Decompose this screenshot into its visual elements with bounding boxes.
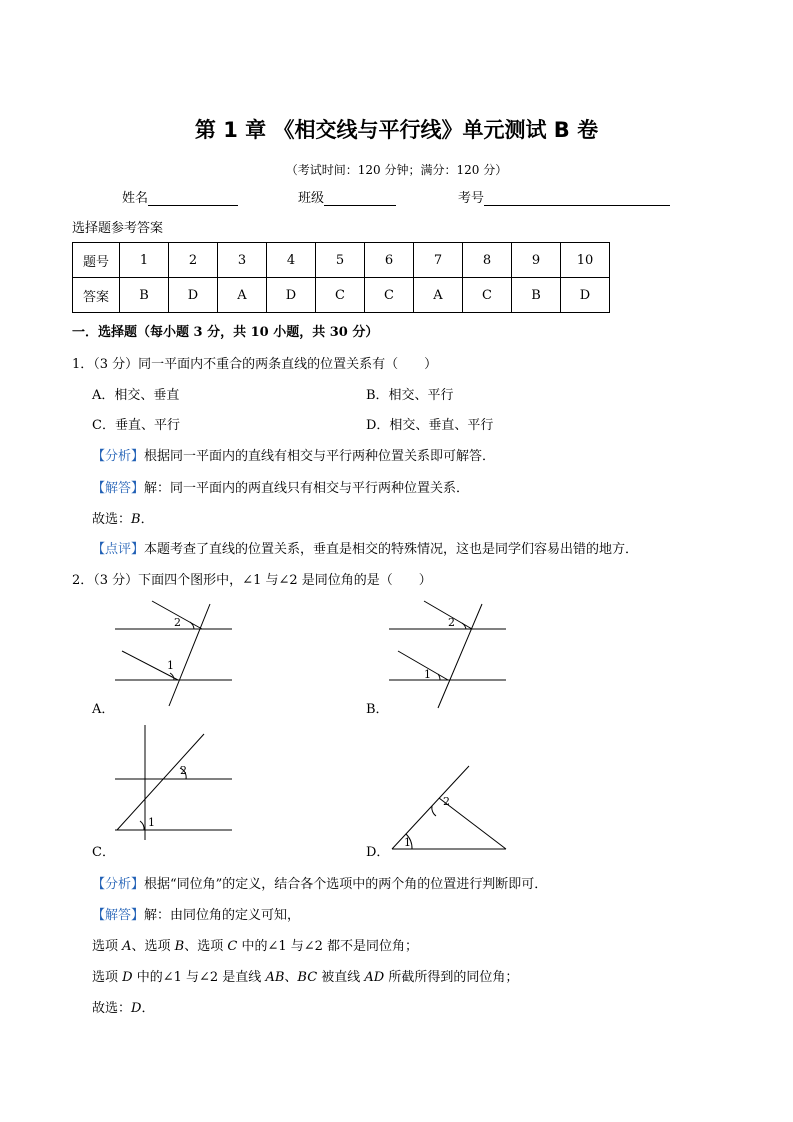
q2-solution-line-1: 选项 A、选项 B、选项 C 中的∠1 与∠2 都不是同位角； bbox=[92, 939, 419, 954]
question-number-cell: 6 bbox=[365, 243, 414, 278]
name-field[interactable] bbox=[122, 187, 238, 206]
q2-option-a-label[interactable]: A． bbox=[92, 702, 115, 717]
answer-cell: C bbox=[316, 278, 365, 313]
analysis-text: 根据“同位角”的定义，结合各个选项中的两个角的位置进行判断即可． bbox=[144, 877, 548, 892]
angle-label-1: 1 bbox=[404, 836, 411, 849]
q1-comment bbox=[92, 538, 638, 557]
answer-cell: A bbox=[218, 278, 267, 313]
q2-choice bbox=[92, 997, 154, 1016]
solution-text: 解：由同位角的定义可知， bbox=[144, 908, 301, 923]
analysis-tag: 【分析】 bbox=[92, 449, 145, 464]
question-number-cell: 2 bbox=[169, 243, 218, 278]
comment-text: 本题考查了直线的位置关系，垂直是相交的特殊情况，这也是同学们容易出错的地方． bbox=[144, 542, 639, 557]
choice-prefix: 故选： bbox=[92, 512, 132, 527]
question-number-cell: 10 bbox=[561, 243, 610, 278]
solution-text: 解：同一平面内的两直线只有相交与平行两种位置关系． bbox=[144, 481, 470, 496]
choice-suffix: ． bbox=[141, 1001, 155, 1016]
analysis-tag: 【分析】 bbox=[92, 877, 145, 892]
q1-choice bbox=[92, 508, 154, 527]
q2-solution-line-2: 选项 D 中的∠1 与∠2 是直线 AB、BC 被直线 AD 所截所得到的同位角； bbox=[92, 970, 519, 985]
solution-tag: 【解答】 bbox=[92, 481, 145, 496]
angle-label-2: 2 bbox=[443, 795, 450, 808]
q1-option-d[interactable]: D．相交、垂直、平行 bbox=[366, 418, 494, 433]
answer-cell: B bbox=[512, 278, 561, 313]
slanted-line bbox=[398, 651, 448, 680]
question-number-cell: 8 bbox=[463, 243, 512, 278]
choice-suffix: ． bbox=[140, 512, 154, 527]
question-1-stem: 1．（3 分）同一平面内不重合的两条直线的位置关系有（ ） bbox=[72, 357, 438, 372]
q2-solution bbox=[92, 904, 300, 923]
question-number-cell: 3 bbox=[218, 243, 267, 278]
angle-label-1: 1 bbox=[424, 668, 431, 681]
angle-label-1: 1 bbox=[167, 659, 174, 672]
answer-cell: A bbox=[414, 278, 463, 313]
section-heading: 一．选择题（每小题 3 分，共 10 小题，共 30 分） bbox=[72, 325, 379, 340]
solution-tag: 【解答】 bbox=[92, 908, 145, 923]
angle-label-1: 1 bbox=[148, 816, 155, 829]
answer-cell: D bbox=[169, 278, 218, 313]
figure-a bbox=[112, 596, 237, 712]
transversal-line bbox=[438, 604, 482, 708]
comment-tag: 【点评】 bbox=[92, 542, 145, 557]
choice-letter: D bbox=[131, 1001, 142, 1016]
angle-label-2: 2 bbox=[180, 764, 187, 777]
number-label: 考号 bbox=[458, 191, 485, 206]
q1-option-b[interactable]: B．相交、平行 bbox=[366, 388, 454, 403]
class-label: 班级 bbox=[298, 191, 325, 206]
question-number-cell: 4 bbox=[267, 243, 316, 278]
question-number-cell: 7 bbox=[414, 243, 463, 278]
transversal-line bbox=[117, 734, 204, 830]
q2-option-c-label[interactable]: C． bbox=[92, 845, 115, 860]
angle-label-2: 2 bbox=[448, 616, 455, 629]
class-blank[interactable] bbox=[324, 191, 396, 206]
table-row bbox=[73, 278, 610, 313]
answer-key-label: 选择题参考答案 bbox=[72, 221, 164, 236]
name-blank[interactable] bbox=[148, 191, 238, 206]
answer-key-table bbox=[72, 242, 610, 313]
table-header-cell: 答案 bbox=[73, 278, 120, 313]
choice-letter: B bbox=[131, 512, 141, 527]
page-title: 第 1 章 《相交线与平行线》单元测试 B 卷 bbox=[194, 118, 599, 142]
question-number-cell: 9 bbox=[512, 243, 561, 278]
table-row bbox=[73, 243, 610, 278]
question-number-cell: 1 bbox=[120, 243, 169, 278]
figure-c bbox=[112, 722, 237, 842]
number-blank[interactable] bbox=[484, 191, 670, 206]
question-number-cell: 5 bbox=[316, 243, 365, 278]
angle-arc bbox=[140, 821, 144, 830]
question-2-stem: 2．（3 分）下面四个图形中，∠1 与∠2 是同位角的是（ ） bbox=[72, 573, 432, 588]
number-field[interactable] bbox=[458, 187, 670, 206]
name-label: 姓名 bbox=[122, 191, 149, 206]
q2-analysis bbox=[92, 873, 547, 892]
analysis-text: 根据同一平面内的直线有相交与平行两种位置关系即可解答． bbox=[144, 449, 496, 464]
figure-d bbox=[386, 758, 511, 853]
answer-cell: C bbox=[365, 278, 414, 313]
q2-option-d-label[interactable]: D． bbox=[366, 845, 390, 860]
angle-label-2: 2 bbox=[174, 616, 181, 629]
answer-cell: D bbox=[561, 278, 610, 313]
q1-solution bbox=[92, 477, 469, 496]
q1-option-a[interactable]: A．相交、垂直 bbox=[92, 388, 180, 403]
q2-option-b-label[interactable]: B． bbox=[366, 702, 389, 717]
figure-b bbox=[386, 596, 511, 712]
q1-analysis bbox=[92, 445, 495, 464]
answer-cell: D bbox=[267, 278, 316, 313]
answer-cell: B bbox=[120, 278, 169, 313]
angle-arc bbox=[432, 806, 436, 816]
exam-info: （考试时间：120 分钟；满分：120 分） bbox=[285, 163, 508, 177]
table-header-cell: 题号 bbox=[73, 243, 120, 278]
class-field[interactable] bbox=[298, 187, 396, 206]
choice-prefix: 故选： bbox=[92, 1001, 132, 1016]
q1-option-c[interactable]: C．垂直、平行 bbox=[92, 418, 180, 433]
answer-cell: C bbox=[463, 278, 512, 313]
